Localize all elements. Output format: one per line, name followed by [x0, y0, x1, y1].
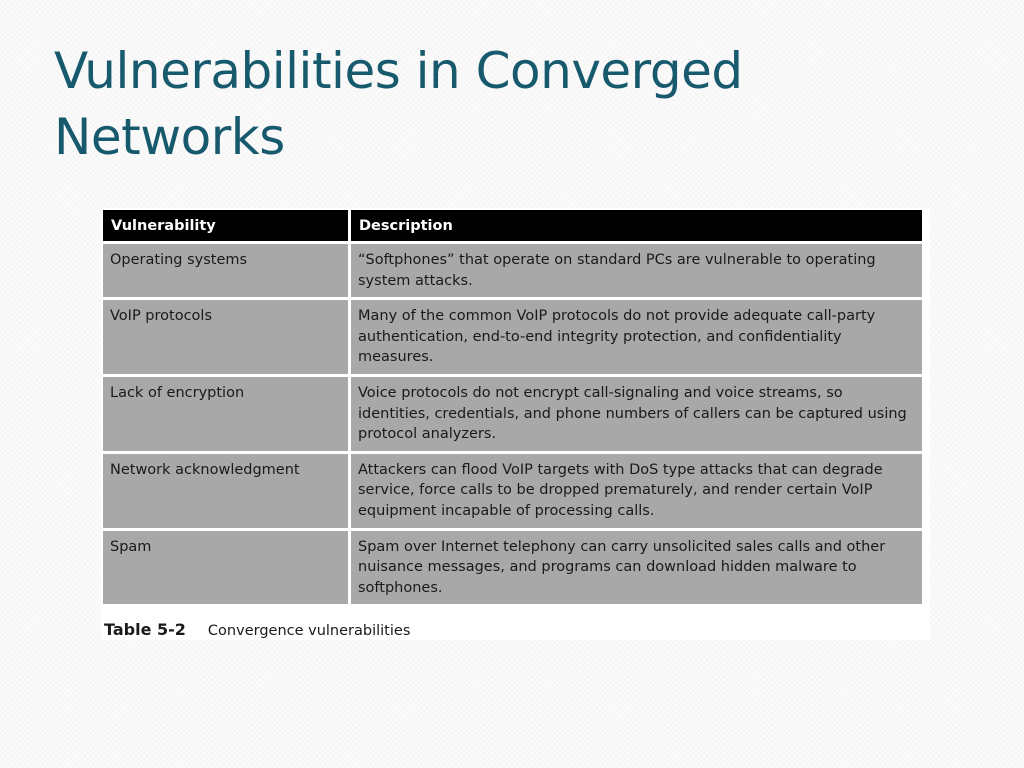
table-row	[103, 300, 922, 374]
table-figure	[101, 208, 930, 640]
description-cell: Voice protocols do not encrypt call-signaling and voice streams, so identities, credentials, and phone numbers of callers can be captured using protocol analyzers.	[351, 377, 922, 451]
slide-title	[54, 38, 984, 170]
table-caption	[104, 620, 410, 639]
vulnerability-cell: VoIP protocols	[103, 300, 348, 374]
description-cell: Spam over Internet telephony can carry unsolicited sales calls and other nuisance messages, and programs can download hidden malware to softphones.	[351, 531, 922, 605]
vulnerability-cell: Lack of encryption	[103, 377, 348, 451]
caption-text: Convergence vulnerabilities	[207, 623, 411, 639]
slide-title-line-1: Vulnerabilities in Converged	[54, 42, 743, 100]
slide-title-line-2: Networks	[54, 108, 285, 166]
table-header-row	[103, 210, 922, 241]
vulnerability-cell: Operating systems	[103, 244, 348, 297]
table-row	[103, 244, 922, 297]
header-description: Description	[351, 210, 922, 241]
vulnerability-cell: Spam	[103, 531, 348, 605]
table-row	[103, 531, 922, 605]
header-vulnerability: Vulnerability	[103, 210, 348, 241]
caption-label: Table 5-2	[104, 620, 186, 639]
description-cell: Attackers can flood VoIP targets with DoS type attacks that can degrade service, force calls to be dropped prematurely, and render certain VoIP equipment incapable of processing calls.	[351, 454, 922, 528]
vulnerabilities-table	[100, 207, 925, 607]
description-cell: “Softphones” that operate on standard PCs are vulnerable to operating system attacks.	[351, 244, 922, 297]
vulnerability-cell: Network acknowledgment	[103, 454, 348, 528]
table-row	[103, 377, 922, 451]
table-row	[103, 454, 922, 528]
description-cell: Many of the common VoIP protocols do not provide adequate call-party authentication, end-to-end integrity protection, and confidentiality measures.	[351, 300, 922, 374]
